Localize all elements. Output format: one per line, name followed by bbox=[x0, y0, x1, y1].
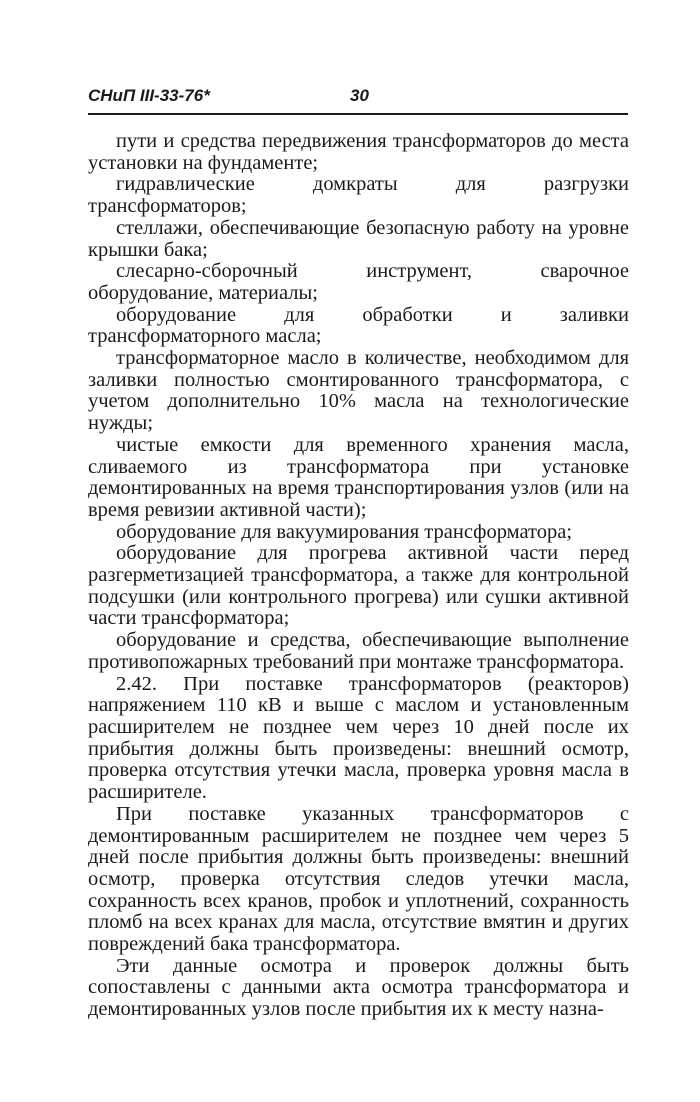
section-number: 2.42. bbox=[116, 672, 157, 695]
document-code: СНиП III-33-76* bbox=[88, 86, 210, 105]
paragraph: При поставке указанных трансформаторов с демонтированным расширителем не позднее чем через 5 дней после прибытия должны быть произведены: внешний осмотр, проверка отсутствия следов утечки масла, сохранность всех кранов, пробок и уплотнений, сохранность пломб на всех кранах для масла, отсутствие вмятин и других повреждений бака трансформатора. bbox=[88, 802, 629, 956]
list-item: оборудование для прогрева активной части перед разгерметизацией трансформатора, а также для контрольной подсушки (или контрольного прогрева) или сушки активной части трансформатора; bbox=[88, 542, 629, 630]
list-item: чистые емкости для временного хранения масла, сливаемого из трансформатора при установке демонтированных на время транспортирования узлов (или на время ревизии активной части); bbox=[88, 433, 629, 521]
list-item: стеллажи, обеспечивающие безопасную работу на уровне крышки бака; bbox=[88, 216, 629, 261]
list-item: оборудование для вакуумирования трансформатора; bbox=[116, 520, 573, 543]
section-text: При поставке трансформаторов (реакторов) напряжением 110 кВ и выше с маслом и установленным расширителем не позднее чем через 10 дней после их прибытия должны быть произведены: внешний осмотр, проверка отсутствия утечки масла, проверка уровня масла в расширителе. bbox=[88, 672, 630, 804]
section-paragraph bbox=[88, 674, 629, 804]
paragraph: Эти данные осмотра и проверок должны быть сопоставлены с данными акта осмотра трансформатора и демонтированных узлов после прибытия их к месту назна- bbox=[88, 954, 629, 1021]
page-number: 30 bbox=[350, 86, 369, 105]
list-item: пути и средства передвижения трансформаторов до места установки на фундаменте; bbox=[88, 130, 629, 174]
list-item: оборудование и средства, обеспечивающие выполнение противопожарных требований при монтаже трансформатора. bbox=[88, 629, 629, 673]
list-item: слесарно-сборочный инструмент, сварочное оборудование, материалы; bbox=[88, 260, 629, 304]
body-text bbox=[88, 131, 629, 1021]
list-item: трансформаторное масло в количестве, необходимом для заливки полностью смонтированного трансформатора, с учетом дополнительно 10% масла на технологические нужды; bbox=[88, 347, 629, 435]
header-rule bbox=[88, 113, 628, 115]
list-item: гидравлические домкраты для разгрузки трансформаторов; bbox=[88, 173, 629, 218]
list-item: оборудование для обработки и заливки трансформаторного масла; bbox=[88, 303, 629, 348]
page-header bbox=[88, 86, 628, 112]
